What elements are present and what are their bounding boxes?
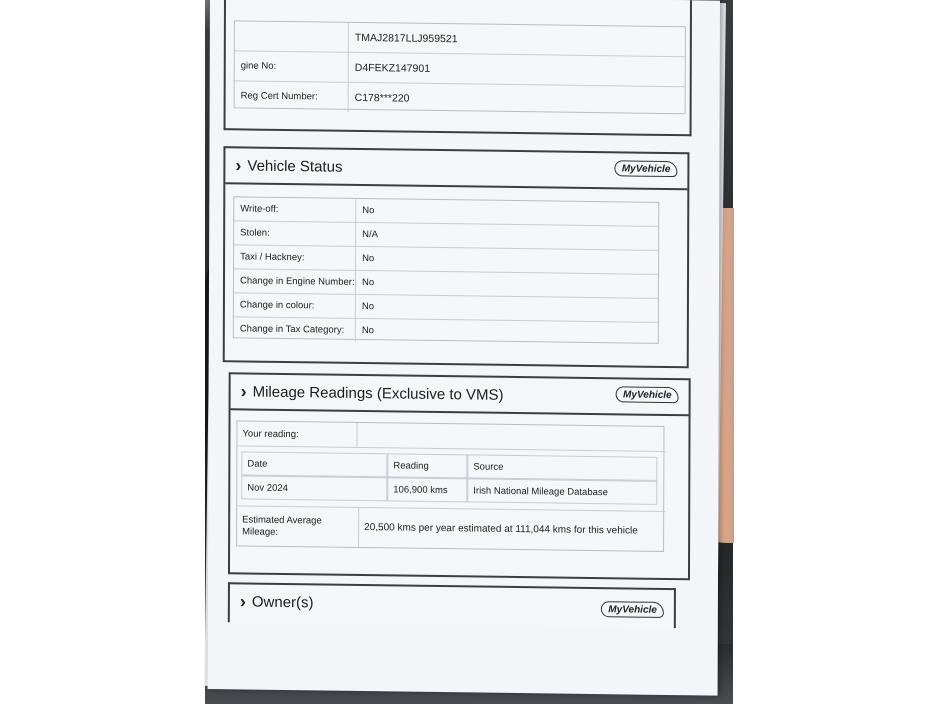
status-value: No: [361, 324, 375, 337]
section-header: [225, 148, 687, 190]
status-label: Change in Engine Number:: [234, 269, 356, 294]
estimate-value: 20,500 kms per year estimated at 111,044 kms for this vehicle: [359, 507, 665, 551]
vehicle-status-card: [223, 146, 690, 368]
divider: [237, 445, 665, 452]
vin-label: [235, 21, 349, 51]
myvehicle-logo: MyVehicle: [615, 160, 678, 177]
status-label: Taxi / Hackney:: [234, 245, 356, 270]
status-label: Write-off:: [234, 197, 356, 222]
section-header: [230, 584, 674, 624]
column-header-source: Source: [467, 454, 657, 480]
status-value: No: [361, 300, 375, 313]
myvehicle-logo: MyVehicle: [601, 601, 664, 618]
reading-date: Nov 2024: [241, 475, 387, 501]
engine-no-label: gine No:: [235, 51, 349, 81]
vehicle-report-page: [208, 0, 720, 696]
chevron-right-icon: ›: [239, 590, 246, 611]
vin-value: TMAJ2817LLJ959521: [354, 31, 458, 45]
column-header-date: Date: [241, 451, 387, 477]
status-label: Change in colour:: [234, 293, 356, 318]
mileage-card: [228, 372, 691, 580]
reading-value: 106,900 kms: [387, 477, 467, 502]
chevron-right-icon: ›: [240, 380, 247, 401]
vehicle-status-table: [233, 196, 659, 344]
status-value: No: [361, 276, 375, 289]
section-title: Owner(s): [251, 593, 314, 611]
status-value: N/A: [362, 228, 379, 241]
section-title: Mileage Readings (Exclusive to VMS): [252, 383, 504, 404]
estimate-label: [237, 505, 359, 547]
column-header-reading: Reading: [387, 453, 467, 478]
section-header: [231, 374, 689, 416]
myvehicle-logo: MyVehicle: [616, 386, 679, 403]
reg-cert-label: Reg Cert Number:: [235, 81, 349, 111]
estimate-label-line-1: Estimated Average: [242, 513, 322, 526]
table-row: [234, 317, 658, 346]
table-row: [235, 81, 685, 116]
your-reading-label: Your reading:: [237, 421, 357, 447]
owners-card: [228, 582, 676, 628]
estimate-label-line-2: Mileage:: [242, 525, 279, 538]
engine-no-value: D4FEKZ147901: [354, 61, 431, 75]
identification-table: [234, 20, 686, 114]
mileage-table: [236, 420, 664, 552]
status-label: Stolen:: [234, 221, 356, 246]
status-value: No: [362, 252, 375, 265]
status-value: No: [362, 204, 375, 217]
chevron-right-icon: ›: [235, 154, 242, 175]
section-title: Vehicle Status: [247, 156, 343, 176]
identification-card: [224, 0, 692, 136]
reg-cert-value: C178***220: [354, 91, 410, 105]
status-label: Change in Tax Category:: [234, 317, 356, 342]
reading-source: Irish National Mileage Database: [467, 478, 657, 504]
